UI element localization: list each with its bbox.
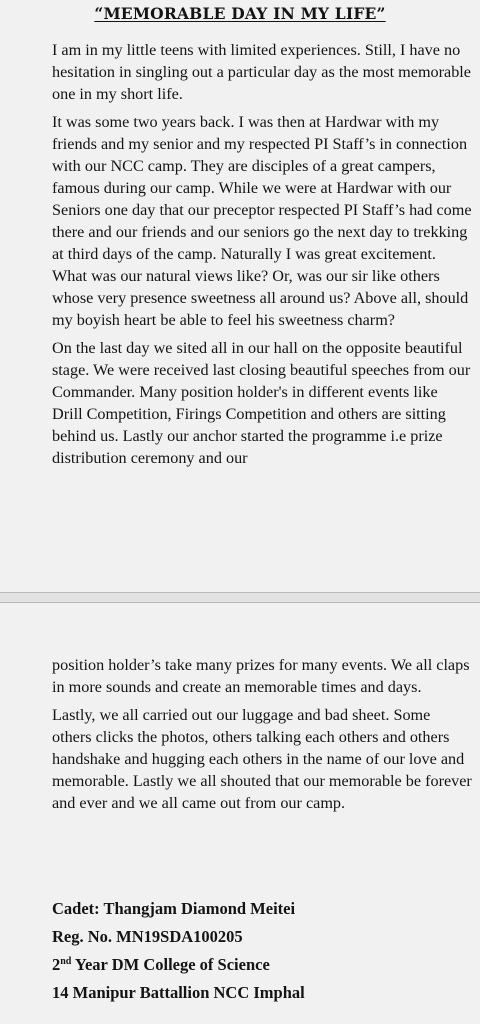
page-title: “MEMORABLE DAY IN MY LIFE”	[94, 4, 386, 23]
page-separator	[0, 592, 480, 603]
signature-reg-no: Reg. No. MN19SDA100205	[52, 927, 243, 946]
paragraph-intro: I am in my little teens with limited experiences. Still, I have no hesitation in singling out a particular day as the most memorable one in my short life.	[52, 41, 471, 103]
signature-year-suffix: nd	[60, 956, 72, 967]
paragraph-prizes: position holder’s take many prizes for many events. We all claps in more sounds and create an memorable times and days.	[52, 656, 470, 696]
essay-body-page-2	[52, 654, 472, 820]
paragraph-departure: Lastly, we all carried out our luggage and bad sheet. Some others clicks the photos, others talking each others and others handshake and hugging each others in the name of our love and memorable. Lastly we all shouted that our memorable be forever and ever and we all came out from our camp.	[52, 706, 472, 812]
paragraph-hardwar: It was some two years back. I was then at Hardwar with my friends and my senior and my respected PI Staff’s in connection with our NCC camp. They are disciples of a great campers, famous during our camp. While we were at Hardwar with our Seniors one day that our preceptor respected PI Staff’s had come there and our friends and our seniors go the next day to trekking at third days of the camp. Naturally I was great excitement. What was our natural views like? Or, was our sir like others whose very presence sweetness all around us? Above all, should my boyish heart be able to feel his sweetness charm?	[52, 113, 472, 329]
signature-year	[52, 951, 472, 979]
signature-year-college: Year DM College of Science	[71, 955, 270, 974]
signature-year-number: 2	[52, 955, 61, 974]
signature-block	[52, 895, 472, 1007]
signature-battalion: 14 Manipur Battallion NCC Imphal	[52, 983, 305, 1002]
paragraph-last-day: On the last day we sited all in our hall on the opposite beautiful stage. We were received last closing beautiful speeches from our Commander. Many position holder's in different events like Drill Competition, Firings Competition and others are sitting behind us. Lastly our anchor started the programme i.e prize distribution ceremony and our	[52, 339, 471, 467]
signature-cadet: Cadet: Thangjam Diamond Meitei	[52, 899, 296, 918]
essay-body-page-1	[52, 39, 472, 475]
